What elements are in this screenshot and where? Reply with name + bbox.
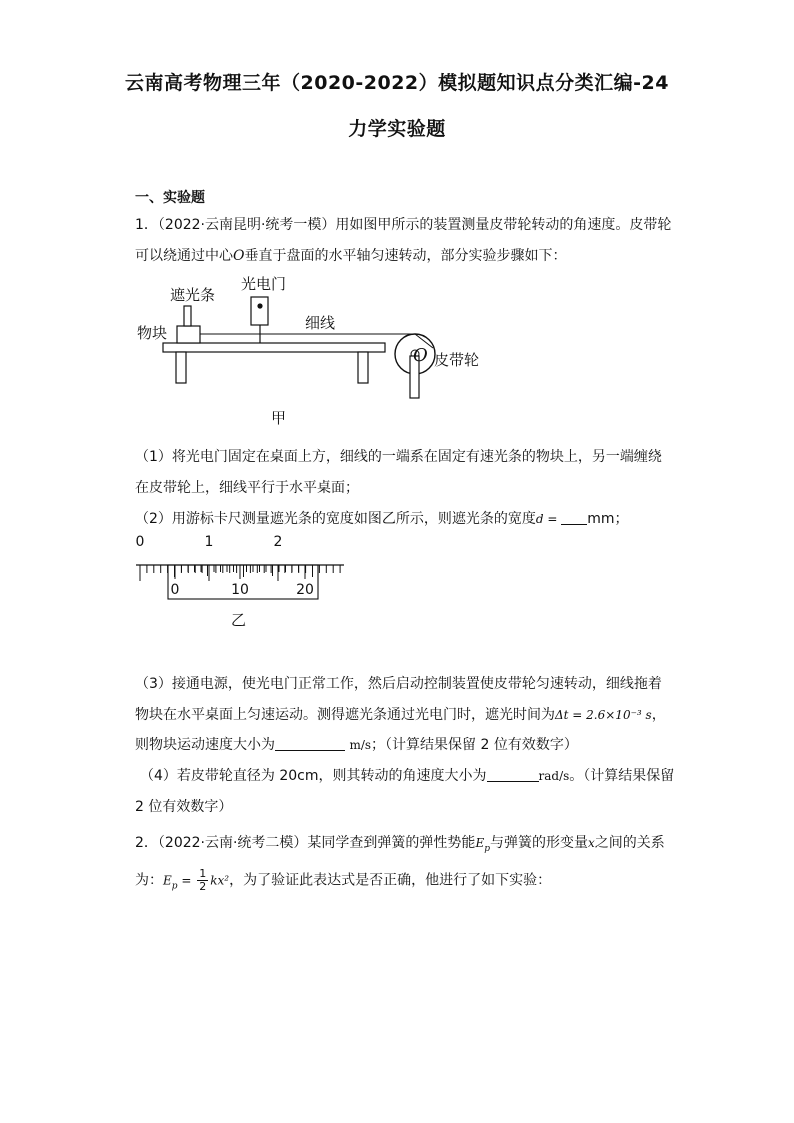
q1-step3-line3-a: 则物块运动速度大小为	[135, 737, 275, 753]
q2-formula-fraction	[197, 868, 208, 893]
q1-step2-eq: =	[543, 512, 562, 526]
q1-step3-dt: Δt = 2.6×10⁻³ s	[555, 708, 652, 722]
table-leg-right	[358, 352, 368, 383]
table-top	[163, 343, 385, 352]
photogate	[251, 297, 268, 325]
q1-step3-line2-a: 物块在水平桌面上匀速运动。测得遮光条通过光电门时，遮光时间为	[135, 707, 555, 723]
figure-yi-vernier	[0, 528, 794, 638]
table-leg-left	[176, 352, 186, 383]
doc-title-line2: 力学实验题	[348, 118, 446, 140]
q2-line1	[135, 832, 665, 854]
q2-line2-a: 为：	[135, 872, 163, 889]
label-zheguangtiao: 遮光条	[170, 286, 216, 304]
vernier-scale-label: 0	[170, 582, 180, 598]
label-wukuai: 物块	[137, 324, 168, 342]
section-heading: 一、实验题	[135, 190, 205, 206]
q1-step2-unit: mm；	[587, 511, 629, 527]
q2-formula-eq: =	[177, 873, 196, 888]
q1-center-o: O	[233, 248, 245, 264]
main-scale-label: 1	[204, 534, 214, 550]
q2-line2-b: ，为了验证此表达式是否正确，他进行了如下实验：	[229, 872, 552, 889]
q1-step4-line2: 2 位有效数字）	[135, 799, 233, 815]
q1-step4-line1-a: （4）若皮带轮直径为 20cm，则其转动的角速度大小为	[140, 768, 487, 784]
figure-caption-jia: 甲	[271, 409, 287, 427]
main-scale-label: 0	[135, 534, 145, 550]
q1-step3-answer-blank[interactable]	[275, 736, 345, 751]
label-o: O	[413, 345, 428, 366]
q1-step2-d: d	[535, 512, 544, 526]
q1-step4-unit: rad/s	[538, 769, 570, 783]
q2-line2	[135, 868, 551, 893]
q2-formula-ep: E	[163, 873, 172, 888]
q1-line2-b: 垂直于盘面的水平轴匀速转动，部分实验步骤如下：	[244, 248, 567, 264]
q2-fraction-num: 1	[199, 867, 207, 880]
photogate-dot	[257, 303, 262, 308]
vernier-scale-label: 20	[296, 582, 314, 598]
label-xixian: 细线	[305, 314, 336, 332]
q1-line2	[135, 245, 566, 265]
q2-ep: E	[475, 836, 485, 850]
label-guangdianmen: 光电门	[241, 275, 287, 293]
vernier-scale-label: 10	[231, 582, 249, 598]
main-scale-label: 2	[273, 534, 283, 550]
q2-line1-b: 与弹簧的形变量	[489, 835, 588, 851]
q1-step3-line2	[135, 704, 666, 724]
q2-ep-sub: p	[484, 843, 490, 854]
q2-line1-c: 之间的关系	[594, 835, 665, 851]
q2-formula-ep-sub: p	[171, 881, 178, 892]
q1-step3-line3	[135, 734, 578, 754]
figure-jia	[0, 268, 794, 428]
doc-title-line1: 云南高考物理三年（2020-2022）模拟题知识点分类汇编-24	[125, 72, 669, 94]
q2-fraction-den: 2	[199, 880, 207, 893]
block	[177, 326, 200, 343]
q1-line1: 1．（2022·云南昆明·统考一模）用如图甲所示的装置测量皮带轮转动的角速度。皮带轮	[135, 217, 672, 233]
q1-step4-line1	[140, 765, 674, 785]
q1-step1-line2: 在皮带轮上，细线平行于水平桌面；	[135, 480, 359, 496]
q1-step3-line3-b: ；（计算结果保留 2 位有效数字）	[371, 737, 578, 753]
q1-step2	[135, 508, 629, 528]
q1-step3-unit: m/s	[349, 738, 372, 752]
q1-step3-line2-b: ，	[651, 707, 666, 723]
q1-step3-line1: （3）接通电源，使光电门正常工作，然后启动控制装置使皮带轮匀速转动，细线拖着	[135, 676, 662, 692]
q2-formula-kx2: kx²	[210, 873, 230, 888]
label-pidailun: 皮带轮	[434, 351, 480, 369]
q1-line2-a: 可以绕通过中心	[135, 248, 233, 264]
figure-caption-yi: 乙	[231, 611, 247, 629]
light-strip	[184, 306, 191, 326]
q1-step4-line1-b: 。（计算结果保留	[569, 768, 675, 784]
q1-step2-answer-blank[interactable]	[561, 510, 587, 525]
q2-x: x	[587, 836, 595, 850]
q1-step1-line1: （1）将光电门固定在桌面上方，细线的一端系在固定有速光条的物块上，另一端缠绕	[135, 449, 662, 465]
q1-step2-a: （2）用游标卡尺测量遮光条的宽度如图乙所示，则遮光条的宽度	[135, 511, 536, 527]
q2-line1-a: 2．（2022·云南·统考二模）某同学查到弹簧的弹性势能	[135, 835, 476, 851]
q1-step4-answer-blank[interactable]	[487, 767, 539, 782]
